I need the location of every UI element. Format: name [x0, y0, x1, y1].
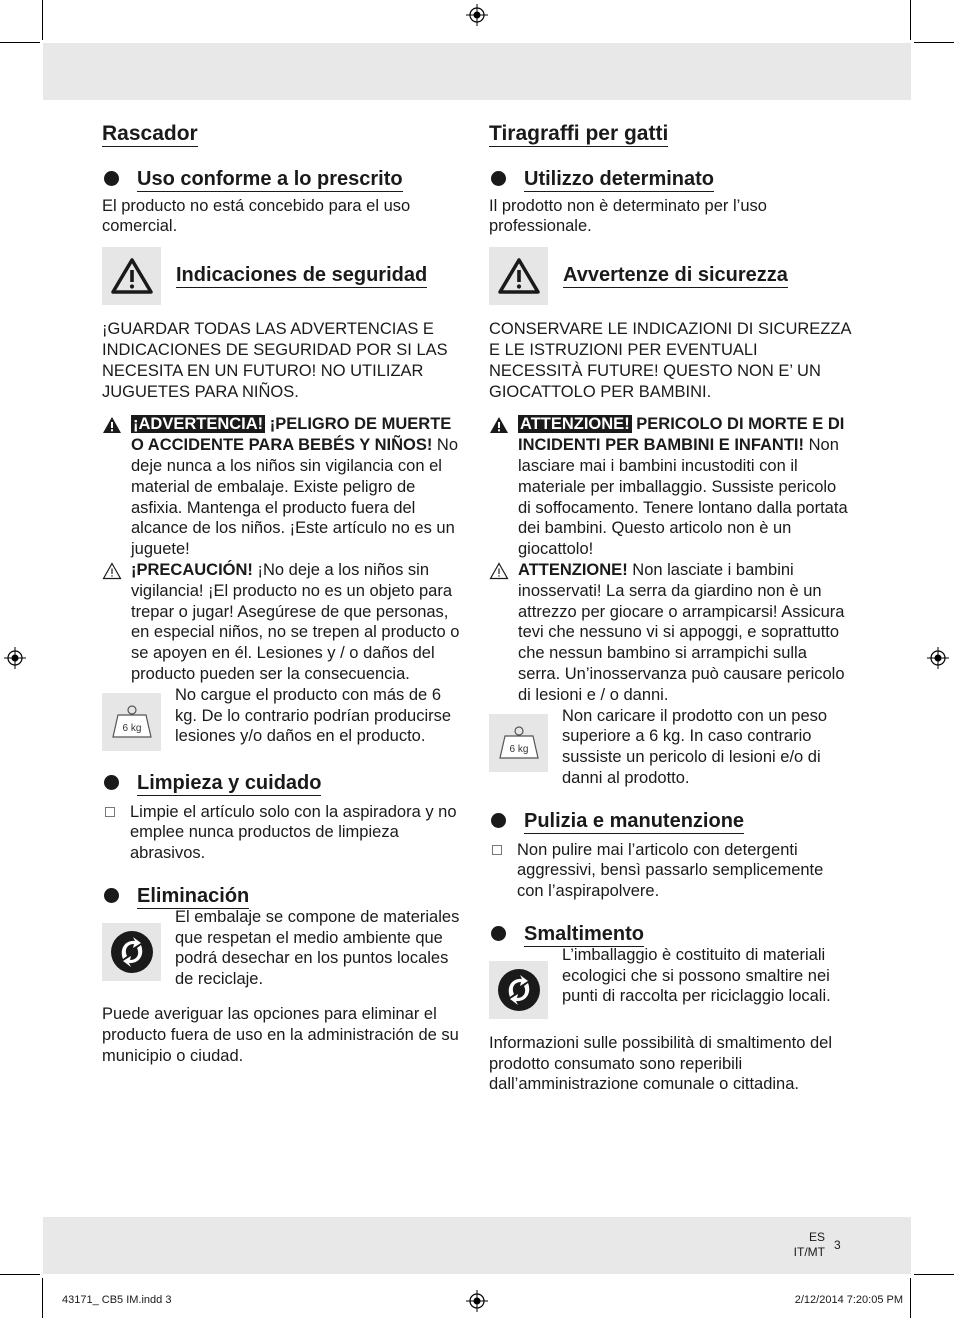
crop-mark: [0, 42, 40, 43]
paragraph: Puede averiguar las opciones para eliminar el producto fuera de uso en la administración de su municipio o ciudad.: [102, 1004, 459, 1065]
bullet-icon: [491, 813, 506, 828]
warning-filled-icon: [102, 414, 131, 560]
weight-text: Non caricare il prodotto con un peso superiore a 6 kg. In caso contrario sussiste un pericolo di lesioni e/o di danni al prodotto.: [562, 706, 828, 787]
warning-block: [102, 414, 466, 560]
warning-body: Non lasciare mai i bambini incustoditi con il materiale per imballaggio. Sussiste pericolo di soffocamento. Tenere lontano dalla portata dei bambini. Questo articolo non è un giocattolo!: [518, 436, 848, 559]
section-cleaning: [102, 773, 466, 796]
warning-text: [131, 414, 466, 560]
section-cleaning: [489, 811, 853, 834]
crop-mark: [0, 1274, 40, 1275]
paragraph: Il prodotto non è determinato per l’uso professionale.: [489, 196, 767, 236]
paragraph: Informazioni sulle possibilità di smaltimento del prodotto consumato sono reperibili dall’amministrazione comunale o cittadina.: [489, 1033, 832, 1094]
crop-mark: [914, 1274, 954, 1275]
disposal-block: [102, 907, 466, 990]
weight-icon: [489, 714, 548, 772]
column-italian: [489, 118, 853, 1095]
caution-label: ¡PRECAUCIÓN!: [131, 560, 253, 579]
disposal-block: [489, 945, 853, 1019]
warning-block: [489, 414, 853, 560]
weight-label: 6 kg: [509, 743, 528, 755]
paragraph: El producto no está concebido para el uso comercial.: [102, 196, 411, 236]
warning-bold: ¡PELIGRO DE MUERTE O ACCIDENTE PARA BEBÉS Y NIÑOS!: [131, 415, 452, 455]
warning-filled-icon: [489, 414, 518, 560]
language-codes: [794, 1230, 825, 1260]
section-heading: Eliminación: [137, 884, 250, 907]
caution-outline-icon: [489, 560, 518, 706]
page-number: 3: [834, 1238, 841, 1252]
crop-mark: [914, 42, 954, 43]
section-heading: Indicaciones de seguridad: [176, 263, 428, 286]
paragraph: CONSERVARE LE INDICAZIONI DI SICUREZZA E LE ISTRUZIONI PER EVENTUALI NECESSITÀ FUTURE! QUESTO NON E’ UN GIOCATTOLO PER BAMBINI.: [489, 320, 851, 401]
bullet-icon: [491, 926, 506, 941]
crop-mark: [910, 0, 911, 40]
crop-mark: [42, 1278, 43, 1318]
section-intended-use: [489, 169, 853, 192]
language-code: ES: [808, 1230, 825, 1244]
weight-label: 6 kg: [122, 722, 141, 734]
square-bullet-icon: [492, 845, 502, 855]
caution-block: [489, 560, 853, 706]
warning-label: ATTENZIONE!: [520, 415, 630, 434]
list-item: [102, 802, 466, 864]
page-title: Rascador: [102, 122, 198, 145]
crop-mark: [910, 1278, 911, 1318]
caution-label: ATTENZIONE!: [518, 560, 628, 579]
warning-triangle-icon: [489, 247, 548, 305]
registration-mark-icon: [927, 647, 949, 669]
list-item: [489, 840, 853, 902]
weight-text: No cargue el producto con más de 6 kg. De lo contrario podrían producirse lesiones y/o daños en el producto.: [175, 685, 452, 746]
section-safety: [489, 247, 853, 305]
column-spanish: [102, 118, 466, 1066]
weight-limit-block: [102, 685, 466, 751]
warning-body: No deje nunca a los niños sin vigilancia con el material de embalaje. Existe peligro de asfixia. Mantenga el producto fuera del alcance de los niños. ¡Este artículo no es un juguete!: [131, 436, 459, 559]
section-heading: Pulizia e manutenzione: [524, 809, 745, 832]
section-heading: Uso conforme a lo prescrito: [137, 167, 403, 190]
section-heading: Utilizzo determinato: [524, 167, 715, 190]
print-slug-file: 43171_ CB5 IM.indd 3: [62, 1294, 172, 1306]
section-disposal: [489, 924, 853, 947]
page-title: Tiragraffi per gatti: [489, 122, 669, 145]
weight-icon: [102, 693, 161, 751]
registration-mark-icon: [466, 4, 488, 26]
warning-label: ¡ADVERTENCIA!: [133, 415, 264, 434]
paragraph: L’imballaggio è costituito di materiali ecologici che si possono smaltire nei punti di raccolta per riciclaggio locali.: [562, 945, 831, 1006]
bullet-icon: [491, 171, 506, 186]
footer-band: [43, 1217, 911, 1274]
section-safety: [102, 247, 466, 305]
recycling-green-dot-icon: [102, 923, 161, 981]
caution-body: Non lasciate i bambini inosservati! La serra da giardino non è un attrezzo per giocare o arrampicarsi! Assicura tevi che nessuno vi si appoggi, e soprattutto che nessun bambino si arrampichi sulla serra. Un’inosservanza può causare pericolo di lesioni e / o danni.: [518, 560, 845, 704]
registration-mark-icon: [466, 1290, 488, 1312]
registration-mark-icon: [4, 647, 26, 669]
section-heading: Avvertenze di sicurezza: [563, 263, 788, 286]
caution-text: [518, 560, 853, 706]
crop-mark: [42, 0, 43, 40]
section-disposal: [102, 886, 466, 909]
warning-bold: PERICOLO DI MORTE E DI INCIDENTI PER BAMBINI E INFANTI!: [518, 415, 845, 455]
section-intended-use: [102, 169, 466, 192]
print-slug-date: 2/12/2014 7:20:05 PM: [794, 1294, 903, 1306]
weight-limit-block: [489, 706, 853, 789]
paragraph: ¡GUARDAR TODAS LAS ADVERTENCIAS E INDICACIONES DE SEGURIDAD POR SI LAS NECESITA EN UN FUTURO! NO UTILIZAR JUGUETES PARA NIÑOS.: [102, 320, 448, 401]
bullet-icon: [104, 775, 119, 790]
header-band: [43, 43, 911, 100]
paragraph: El embalaje se compone de materiales que respetan el medio ambiente que podrá desechar en los puntos locales de reciclaje.: [175, 907, 460, 989]
recycling-green-dot-icon: [489, 961, 548, 1019]
paragraph: Limpie el artículo solo con la aspiradora y no emplee nunca productos de limpieza abrasivos.: [130, 802, 457, 863]
language-code: IT/MT: [793, 1245, 825, 1259]
caution-text: [131, 560, 466, 685]
caution-block: [102, 560, 466, 685]
square-bullet-icon: [105, 807, 115, 817]
paragraph: Non pulire mai l’articolo con detergenti aggressivi, bensì passarlo semplicemente con l’aspirapolvere.: [517, 840, 824, 901]
section-heading: Limpieza y cuidado: [137, 771, 322, 794]
bullet-icon: [104, 888, 119, 903]
section-heading: Smaltimento: [524, 922, 645, 945]
caution-outline-icon: [102, 560, 131, 685]
bullet-icon: [104, 171, 119, 186]
warning-triangle-icon: [102, 247, 161, 305]
warning-text: [518, 414, 853, 560]
caution-body: ¡No deje a los niños sin vigilancia! ¡El producto no es un objeto para trepar o jugar! Asegúrese de que personas, en especial niños, no se trepen al producto o se apoyen en él. Lesiones y / o daños del producto pueden ser la consecuencia.: [131, 560, 460, 683]
